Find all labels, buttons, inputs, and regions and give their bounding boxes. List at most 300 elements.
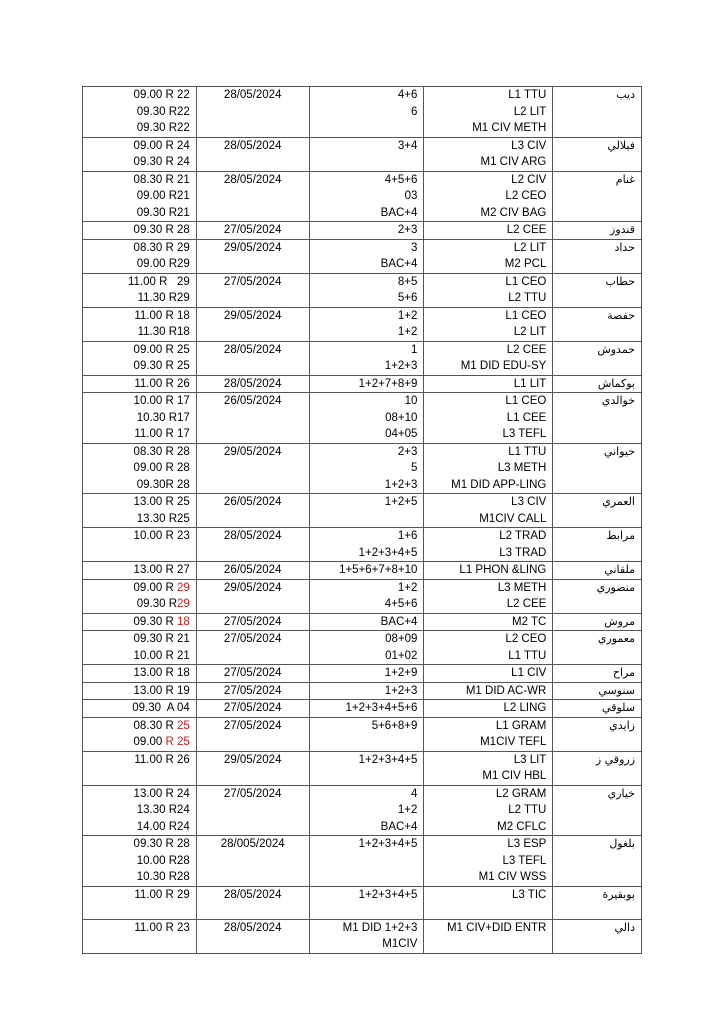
teacher-name-cell	[553, 393, 642, 444]
time-room-line	[89, 138, 190, 155]
time-room-line	[89, 853, 190, 870]
exam-date-cell	[196, 665, 309, 683]
time-room-cell	[83, 682, 197, 700]
groups-cell	[309, 682, 424, 700]
level-line: M1 CIV METH	[472, 122, 547, 134]
teacher-name: حداد	[614, 240, 635, 254]
table-row	[83, 273, 642, 307]
group-line: 08+09	[385, 633, 418, 645]
group-line: 8+5	[397, 275, 418, 288]
level-line: L2 TRAD	[499, 530, 547, 542]
level-cell	[424, 87, 553, 138]
teacher-name: مرابط	[606, 529, 635, 542]
teacher-name: غنام	[615, 172, 635, 186]
exam-date-cell	[196, 393, 309, 444]
exam-date: 27/05/2024	[223, 275, 282, 288]
group-line: 1+6	[397, 530, 418, 542]
teacher-name-cell	[553, 886, 642, 919]
group-line: 6	[411, 105, 418, 118]
time-room-line	[89, 324, 190, 341]
exam-date: 29/05/2024	[223, 241, 282, 254]
level-line: L3 TIC	[512, 888, 547, 901]
level-line: L1 CEO	[505, 309, 547, 322]
exam-date-cell	[196, 137, 309, 171]
time-room-segment: 10.30 R28	[136, 871, 190, 883]
group-line: 1	[411, 343, 418, 356]
level-line: M1CIV CALL	[479, 512, 547, 525]
table-row	[83, 700, 642, 718]
exam-date: 27/05/2024	[223, 719, 282, 732]
time-room-segment: R 25	[165, 736, 190, 748]
groups-cell	[309, 171, 424, 222]
time-room-line	[89, 700, 190, 717]
time-room-segment: 09.30 R 28	[133, 224, 190, 236]
groups-cell	[309, 222, 424, 240]
time-room-segment: 11.30 R18	[137, 326, 190, 338]
time-room-line	[89, 426, 190, 443]
teacher-name: معموري	[597, 632, 635, 645]
exam-date: 26/05/2024	[223, 395, 282, 407]
level-line: L1 TTU	[508, 649, 547, 662]
groups-cell	[309, 579, 424, 613]
time-room-segment: 10.00 R28	[136, 854, 190, 867]
groups-cell	[309, 87, 424, 138]
time-room-cell	[83, 375, 197, 393]
time-room-segment: 09.30 R21	[136, 206, 190, 219]
time-room-line	[89, 188, 190, 205]
teacher-name: بوكماش	[597, 376, 635, 390]
time-room-segment: 13.00 R 18	[133, 667, 190, 679]
time-room-segment: 13.00 R 24	[133, 787, 190, 800]
time-room-cell	[83, 494, 197, 528]
time-room-cell	[83, 785, 197, 836]
exam-date-cell	[196, 613, 309, 631]
teacher-name-cell	[553, 613, 642, 631]
table-row	[83, 494, 642, 528]
time-room-line	[89, 494, 190, 511]
teacher-name-cell	[553, 528, 642, 562]
teacher-name-cell	[553, 137, 642, 171]
time-room-segment: 18	[177, 615, 190, 628]
time-room-cell	[83, 579, 197, 613]
table-row	[83, 631, 642, 665]
level-cell	[424, 273, 553, 307]
exam-date: 27/05/2024	[223, 667, 282, 679]
schedule-table	[82, 86, 642, 954]
exam-date-cell	[196, 375, 309, 393]
exam-date: 29/05/2024	[223, 753, 282, 766]
exam-date-cell	[196, 700, 309, 718]
time-room-line	[89, 580, 190, 597]
time-room-cell	[83, 836, 197, 887]
teacher-name: قندوز	[610, 223, 635, 236]
time-room-segment: 13.00 R 25	[133, 496, 190, 508]
exam-date: 28/05/2024	[223, 377, 282, 390]
teacher-name-cell	[553, 562, 642, 580]
level-line: L3 CIV	[511, 139, 547, 152]
time-room-segment: 11.00 R 23	[134, 921, 190, 934]
exam-date: 28/05/2024	[223, 888, 282, 901]
table-row	[83, 393, 642, 444]
time-room-line	[89, 718, 190, 735]
time-room-segment: 10.00 R 23	[133, 530, 190, 542]
time-room-segment: 11.00 R 29	[128, 275, 190, 288]
time-room-line	[89, 222, 190, 239]
level-cell	[424, 222, 553, 240]
level-line: L3 TEFL	[502, 428, 547, 440]
time-room-segment: 11.00 R 26	[134, 377, 190, 390]
level-line: L2 GRAM	[495, 787, 547, 800]
exam-date-cell	[196, 751, 309, 785]
teacher-name-cell	[553, 494, 642, 528]
teacher-name-cell	[553, 717, 642, 751]
time-room-segment: 10.00 R 17	[133, 395, 190, 407]
time-room-cell	[83, 239, 197, 273]
time-room-line	[89, 154, 190, 171]
level-line: M2 TC	[512, 615, 547, 628]
level-line: M2 CFLC	[497, 820, 547, 833]
time-room-line	[89, 104, 190, 121]
group-line: BAC+4	[380, 258, 418, 270]
time-room-line	[89, 786, 190, 803]
level-line: M2 CIV BAG	[480, 206, 547, 219]
exam-date-cell	[196, 579, 309, 613]
group-line: 4	[411, 787, 418, 800]
table-row	[83, 751, 642, 785]
teacher-name-cell	[553, 239, 642, 273]
level-line: L2 CEO	[505, 190, 547, 202]
level-line: L1 LIT	[513, 377, 547, 390]
level-line: L2 LIT	[513, 105, 547, 118]
exam-date: 28/005/2024	[220, 838, 285, 850]
level-line: M1 DID EDU-SY	[460, 360, 547, 372]
group-line: BAC+4	[380, 820, 418, 833]
time-room-cell	[83, 665, 197, 683]
level-line: L1 PHON &LING	[459, 564, 547, 576]
exam-date: 28/05/2024	[223, 139, 282, 152]
level-line: L2 LING	[503, 702, 547, 714]
level-cell	[424, 919, 553, 953]
time-room-segment: 09.00 R 28	[133, 462, 190, 474]
level-line: L1 TTU	[508, 89, 547, 101]
time-room-line	[89, 240, 190, 257]
exam-date: 28/05/2024	[223, 173, 282, 186]
table-row	[83, 785, 642, 836]
teacher-name: مراح	[612, 666, 635, 679]
teacher-name: حطاب	[605, 274, 635, 288]
level-line: L3 TEFL	[502, 854, 547, 867]
exam-date: 27/05/2024	[223, 702, 282, 714]
time-room-cell	[83, 751, 197, 785]
level-line: L2 CIV	[511, 173, 547, 186]
level-line: L2 CEO	[505, 633, 547, 645]
exam-date: 29/05/2024	[223, 581, 282, 594]
exam-date-cell	[196, 341, 309, 375]
level-line: L2 TTU	[508, 292, 547, 304]
table-row	[83, 665, 642, 683]
time-room-cell	[83, 886, 197, 919]
level-line: L1 CEO	[505, 275, 547, 288]
groups-cell	[309, 273, 424, 307]
time-room-segment: 10.00 R 21	[133, 649, 190, 662]
teacher-name: خياري	[607, 786, 635, 800]
level-cell	[424, 886, 553, 919]
level-line: L2 LIT	[513, 241, 547, 254]
time-room-segment: 14.00 R24	[136, 820, 190, 833]
teacher-name-cell	[553, 375, 642, 393]
level-cell	[424, 836, 553, 887]
time-room-line	[89, 308, 190, 325]
table-row	[83, 443, 642, 494]
level-line: M1 DID AC-WR	[465, 684, 547, 697]
groups-cell	[309, 613, 424, 631]
level-line: L2 CEE	[506, 598, 547, 610]
group-line: 3+4	[397, 139, 418, 152]
exam-date: 26/05/2024	[223, 564, 282, 576]
teacher-name-cell	[553, 919, 642, 953]
group-line: 1+2+9	[384, 667, 418, 679]
group-line: M1 DID 1+2+3	[342, 921, 418, 934]
exam-date: 28/05/2024	[223, 921, 282, 934]
time-room-line	[89, 444, 190, 461]
teacher-name-cell	[553, 87, 642, 138]
teacher-name-cell	[553, 700, 642, 718]
time-room-line	[89, 274, 190, 291]
time-room-line	[89, 648, 190, 665]
table-row	[83, 717, 642, 751]
time-room-segment: 09.30 R22	[136, 122, 190, 134]
exam-date-cell	[196, 239, 309, 273]
group-line: 1+2+3	[384, 360, 418, 372]
table-row	[83, 341, 642, 375]
exam-date: 27/05/2024	[223, 684, 282, 697]
level-line: L3 METH	[497, 462, 547, 474]
exam-date: 28/05/2024	[223, 343, 282, 356]
groups-cell	[309, 631, 424, 665]
group-line: 1+2	[397, 326, 418, 338]
group-line: 3	[411, 241, 418, 254]
teacher-name-cell	[553, 631, 642, 665]
time-room-line	[89, 528, 190, 545]
time-room-segment: 13.30 R24	[136, 804, 190, 816]
table-row	[83, 239, 642, 273]
time-room-segment: 08.30 R 28	[133, 445, 190, 458]
exam-date: 27/05/2024	[223, 224, 282, 236]
exam-date-cell	[196, 528, 309, 562]
time-room-segment: 08.30 R	[133, 719, 178, 732]
level-line: L2 CEE	[506, 343, 547, 356]
groups-cell	[309, 341, 424, 375]
group-line: 5+6+8+9	[371, 719, 418, 732]
time-room-segment: 10.30 R17	[136, 411, 190, 424]
time-room-segment: 09.00 R21	[136, 190, 190, 202]
teacher-name: فيلالي	[607, 138, 635, 152]
table-row	[83, 836, 642, 887]
time-room-cell	[83, 631, 197, 665]
teacher-name: ديب	[616, 88, 635, 101]
groups-cell	[309, 562, 424, 580]
teacher-name-cell	[553, 785, 642, 836]
table-row	[83, 307, 642, 341]
teacher-name-cell	[553, 665, 642, 683]
time-room-segment: 09.30R 28	[136, 478, 190, 491]
time-room-segment: 11.30 R29	[137, 292, 190, 304]
groups-cell	[309, 751, 424, 785]
group-line: BAC+4	[380, 206, 418, 219]
groups-cell	[309, 836, 424, 887]
teacher-name: منصوري	[596, 580, 635, 594]
group-line: 1+2+3+4+5+6	[345, 702, 418, 714]
time-room-segment: 08.30 R 21	[133, 173, 190, 186]
time-room-line	[89, 631, 190, 648]
time-room-line	[89, 665, 190, 682]
time-room-cell	[83, 613, 197, 631]
time-room-segment: 08.30 R 29	[133, 241, 190, 254]
level-cell	[424, 682, 553, 700]
groups-cell	[309, 443, 424, 494]
time-room-line	[89, 87, 190, 104]
groups-cell	[309, 919, 424, 953]
group-line: 1+2+7+8+9	[358, 377, 418, 390]
time-room-segment: 13.30 R25	[136, 512, 190, 525]
group-line: 4+5+6	[384, 173, 418, 186]
groups-cell	[309, 528, 424, 562]
table-row	[83, 137, 642, 171]
teacher-name: سنوسي	[598, 683, 635, 697]
time-room-segment: 09.30 R	[133, 615, 178, 628]
level-line: M2 PCL	[504, 258, 547, 270]
groups-cell	[309, 717, 424, 751]
group-line: BAC+4	[380, 615, 418, 628]
time-room-line	[89, 120, 190, 137]
level-line: L1 CIV	[511, 667, 547, 679]
time-room-segment: 09.00 R 25	[133, 343, 190, 356]
teacher-name: زروقي ز	[595, 752, 635, 766]
group-line: 2+3	[397, 445, 418, 458]
group-line: M1CIV	[382, 938, 418, 950]
time-room-segment: 09.00 R 24	[133, 139, 190, 152]
group-line: 1+2	[397, 804, 418, 816]
table-row	[83, 375, 642, 393]
level-line: L2 LIT	[513, 326, 547, 338]
teacher-name: خوالدي	[601, 394, 635, 407]
time-room-line	[89, 596, 190, 613]
time-room-line	[89, 683, 190, 700]
table-row	[83, 528, 642, 562]
teacher-name-cell	[553, 682, 642, 700]
exam-date: 29/05/2024	[223, 445, 282, 458]
level-line: M1 DID APP-LING	[451, 478, 547, 491]
time-room-segment: 13.00 R 27	[133, 564, 190, 576]
teacher-name: حفصة	[607, 308, 635, 322]
time-room-segment: 25	[177, 719, 190, 732]
time-room-segment: 13.00 R 19	[133, 684, 190, 697]
level-cell	[424, 579, 553, 613]
time-room-line	[89, 511, 190, 528]
time-room-segment: 11.00 R 17	[134, 428, 190, 440]
group-line: 1+2+3+4+5	[358, 888, 418, 901]
groups-cell	[309, 886, 424, 919]
level-line: M1CIV TEFL	[480, 736, 547, 748]
time-room-segment: 11.00 R 26	[134, 753, 190, 766]
time-room-segment: 09.30 R	[136, 598, 178, 610]
exam-date-cell	[196, 682, 309, 700]
teacher-name-cell	[553, 443, 642, 494]
time-room-line	[89, 172, 190, 189]
level-cell	[424, 307, 553, 341]
group-line: 1+2+3+4+5	[358, 546, 418, 559]
groups-cell	[309, 239, 424, 273]
teacher-name-cell	[553, 579, 642, 613]
group-line: 1+2	[397, 309, 418, 322]
level-cell	[424, 239, 553, 273]
exam-date-cell	[196, 562, 309, 580]
time-room-line	[89, 802, 190, 819]
time-room-segment: 09.00 R 22	[133, 89, 190, 101]
exam-date-cell	[196, 631, 309, 665]
table-row	[83, 682, 642, 700]
time-room-line	[89, 752, 190, 769]
level-cell	[424, 700, 553, 718]
exam-date-cell	[196, 919, 309, 953]
table-row	[83, 171, 642, 222]
time-room-line	[89, 410, 190, 427]
time-room-segment: 11.00 R 18	[134, 309, 190, 322]
level-cell	[424, 631, 553, 665]
exam-date-cell	[196, 886, 309, 919]
group-line: 04+05	[385, 428, 418, 440]
teacher-name-cell	[553, 171, 642, 222]
time-room-segment: 09.00 R	[133, 581, 178, 594]
time-room-cell	[83, 273, 197, 307]
level-line: M1 CIV+DID ENTR	[446, 921, 547, 934]
teacher-name: زايدي	[609, 718, 635, 732]
time-room-line	[89, 477, 190, 494]
group-line: 4+6	[397, 89, 418, 101]
groups-cell	[309, 785, 424, 836]
level-cell	[424, 494, 553, 528]
level-cell	[424, 785, 553, 836]
exam-date: 29/05/2024	[223, 309, 282, 322]
table-row	[83, 886, 642, 919]
level-line: L1 TTU	[508, 445, 547, 458]
exam-date-cell	[196, 717, 309, 751]
time-room-line	[89, 819, 190, 836]
time-room-line	[89, 290, 190, 307]
exam-date: 27/05/2024	[223, 615, 282, 628]
group-line: 10	[404, 395, 418, 407]
time-room-cell	[83, 222, 197, 240]
table-row	[83, 562, 642, 580]
exam-date: 26/05/2024	[223, 496, 282, 508]
level-cell	[424, 375, 553, 393]
table-row	[83, 87, 642, 138]
time-room-line	[89, 460, 190, 477]
teacher-name: حمدوش	[597, 342, 635, 356]
groups-cell	[309, 393, 424, 444]
groups-cell	[309, 307, 424, 341]
teacher-name-cell	[553, 751, 642, 785]
exam-date-cell	[196, 273, 309, 307]
level-line: L3 LIT	[513, 753, 547, 766]
teacher-name: بوبقيرة	[602, 887, 635, 901]
table-row	[83, 613, 642, 631]
exam-date-cell	[196, 443, 309, 494]
level-line: L3 METH	[497, 581, 547, 594]
group-line: 4+5+6	[384, 598, 418, 610]
group-line: 08+10	[385, 411, 418, 424]
level-cell	[424, 528, 553, 562]
